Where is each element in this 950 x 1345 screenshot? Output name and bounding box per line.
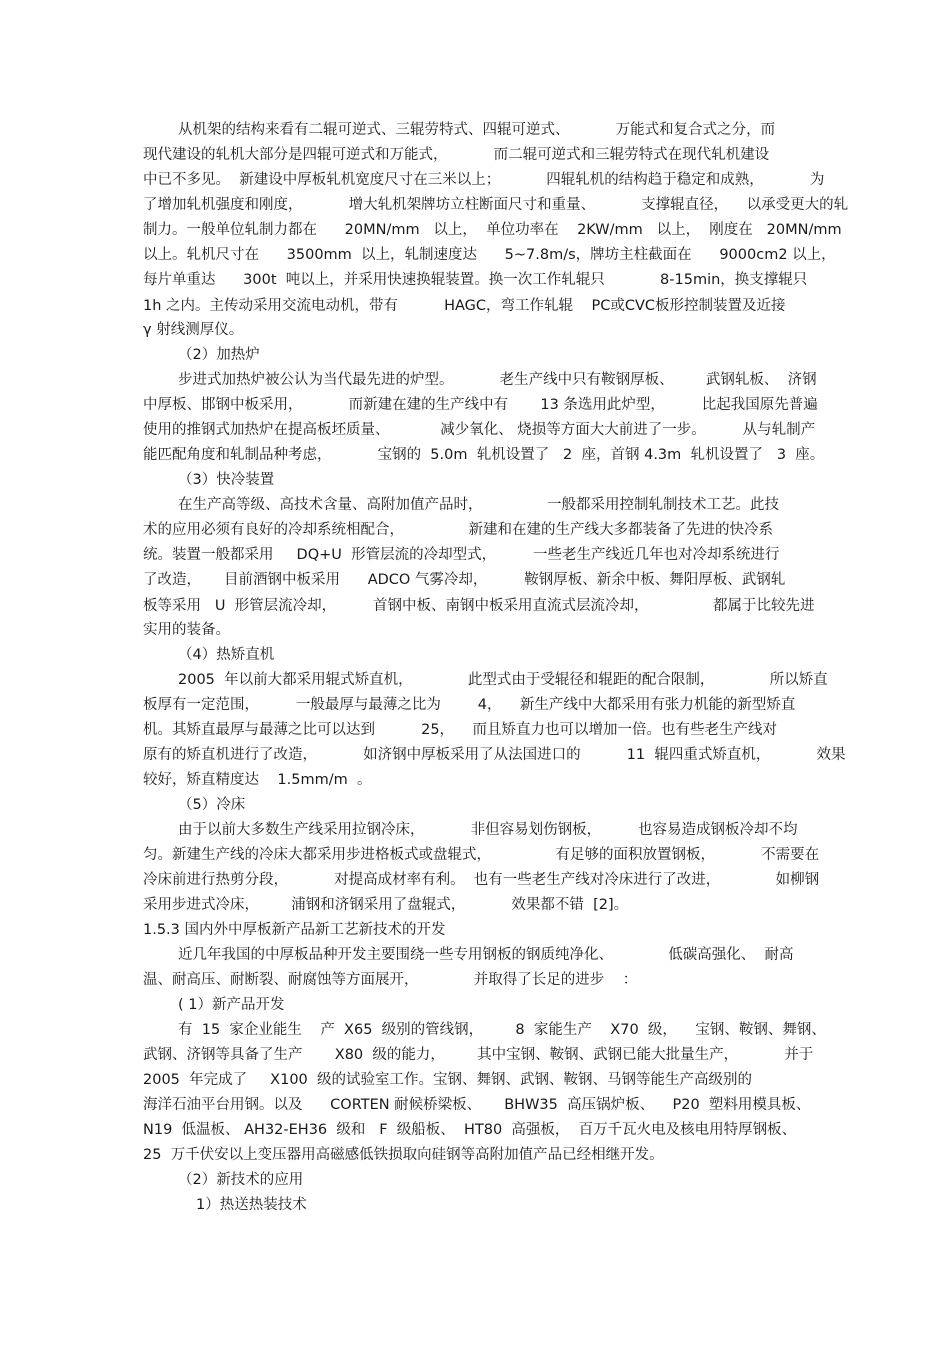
text-line: γ 射线测厚仪。 (143, 322, 244, 338)
text-line: 采用步进式冷床， 浦钢和济钢采用了盘辊式， 效果都不错 [2]。 (143, 897, 629, 913)
text-line: 以上。轧机尺寸在 3500mm 以上，轧制速度达 5~7.8m/s，牌坊主柱截面在 9000cm2 以上， (143, 247, 836, 263)
text-line: 了增加轧机强度和刚度， 增大轧机架牌坊立柱断面尺寸和重量、 支撑辊直径， 以承受更大的轧 (143, 197, 849, 213)
text-line: 中厚板、邯钢中板采用， 而新建在建的生产线中有 13 条选用此炉型， 比起我国原先普遍 (143, 397, 818, 413)
text-line: 机。其矫直最厚与最薄之比可以达到 25， 而且矫直力也可以增加一倍。也有些老生产线对 (143, 722, 777, 738)
text-line: 实用的装备。 (143, 622, 230, 638)
text-line: 中已不多见。 新建设中厚板轧机宽度尺寸在三米以上； 四辊轧机的结构趋于稳定和成熟， 为 (143, 172, 825, 188)
text-line: 2005 年以前大都采用辊式矫直机， 此型式由于受辊径和辊距的配合限制， 所以矫直 (178, 672, 828, 688)
text-line: 25 万千伏安以上变压器用高磁感低铁损取向硅钢等高附加值产品已经相继开发。 (143, 1147, 664, 1163)
text-line: 能匹配角度和轧制品种考虑， 宝钢的 5.0m 轧机设置了 2 座，首钢 4.3m 轧机设置了 3 座。 (143, 447, 825, 463)
text-line: N19 低温板、 AH32-EH36 级和 F 级船板、 HT80 高强板， 百万千瓦火电及核电用特厚钢板、 (143, 1122, 797, 1138)
text-line: 术的应用必须有良好的冷却系统相配合， 新建和在建的生产线大多都装备了先进的快冷系 (143, 522, 774, 538)
section-heading: 1）热送热装技术 (196, 1197, 307, 1213)
text-line: 板等采用 U 形管层流冷却， 首钢中板、南钢中板采用直流式层流冷却， 都属于比较先进 (143, 598, 815, 614)
text-line: 步进式加热炉被公认为当代最先进的炉型。 老生产线中只有鞍钢厚板、 武钢轧板、 济钢 (178, 372, 817, 388)
text-line: 原有的矫直机进行了改造， 如济钢中厚板采用了从法国进口的 11 辊四重式矫直机， 效果 (143, 747, 846, 763)
text-line: 使用的推钢式加热炉在提高板坯质量、 减少氧化、 烧损等方面大大前进了一步。 从与轧制产 (143, 422, 816, 438)
text-line: 近几年我国的中厚板品种开发主要围绕一些专用钢板的钢质纯净化、 低碳高强化、 耐高 (178, 947, 794, 963)
text-line: 1h 之内。主传动采用交流电动机，带有 HAGC，弯工作轧辊 PC或CVC板形控制装置及近接 (143, 298, 786, 314)
section-heading: （4）热矫直机 (178, 647, 275, 663)
text-line: 较好，矫直精度达 1.5mm/m 。 (143, 772, 372, 788)
section-heading: （2）新技术的应用 (178, 1172, 304, 1188)
text-line: 制力。一般单位轧制力都在 20MN/mm 以上， 单位功率在 2KW/mm 以上， 刚度在 20MN/mm (143, 222, 842, 238)
section-heading: （3）快冷装置 (178, 472, 275, 488)
text-line: 由于以前大多数生产线采用拉钢冷床， 非但容易划伤钢板， 也容易造成钢板冷却不均 (178, 822, 798, 838)
text-line: 每片单重达 300t 吨以上，并采用快速换辊装置。换一次工作轧辊只 8-15min，换支撑辊只 (143, 272, 808, 288)
text-line: 温、耐高压、耐断裂、耐腐蚀等方面展开， 并取得了长足的进步 ： (143, 972, 638, 988)
text-line: 匀。新建生产线的冷床大都采用步进格板式或盘辊式， 有足够的面积放置钢板， 不需要在 (143, 847, 820, 863)
text-line: 武钢、济钢等具备了生产 X80 级的能力， 其中宝钢、鞍钢、武钢已能大批量生产， 并于 (143, 1047, 814, 1063)
section-heading: （2）加热炉 (178, 347, 260, 363)
text-line: 从机架的结构来看有二辊可逆式、三辊劳特式、四辊可逆式、 万能式和复合式之分，而 (178, 122, 776, 138)
text-line: 2005 年完成了 X100 级的试验室工作。宝钢、舞钢、武钢、鞍钢、马钢等能生产高级别的 (143, 1072, 752, 1088)
text-line: 冷床前进行热剪分段， 对提高成材率有利。 也有一些老生产线对冷床进行了改进， 如柳钢 (143, 872, 820, 888)
text-line: 在生产高等级、高技术含量、高附加值产品时， 一般都采用控制轧制技术工艺。此技 (178, 497, 780, 513)
text-line: 有 15 家企业能生 产 X65 级别的管线钢， 8 家能生产 X70 级， 宝钢、鞍钢、舞钢、 (178, 1022, 826, 1038)
text-line: 了改造， 目前酒钢中板采用 ADCO 气雾冷却， 鞍钢厚板、新余中板、舞阳厚板、武钢轧 (143, 572, 786, 588)
section-heading: （5）冷床 (178, 797, 246, 813)
section-heading: ( 1）新产品开发 (178, 997, 285, 1013)
text-line: 板厚有一定范围， 一般最厚与最薄之比为 4， 新生产线中大都采用有张力机能的新型矫直 (143, 697, 796, 713)
text-line: 海洋石油平台用钢。以及 CORTEN 耐候桥梁板、 BHW35 高压锅炉板、 P20 塑料用模具板、 (143, 1097, 811, 1113)
subsection-heading: 1.5.3 国内外中厚板新产品新工艺新技术的开发 (143, 922, 446, 938)
text-line: 统。装置一般都采用 DQ+U 形管层流的冷却型式， 一些老生产线近几年也对冷却系统进行 (143, 547, 780, 563)
text-line: 现代建设的轧机大部分是四辊可逆式和万能式， 而二辊可逆式和三辊劳特式在现代轧机建设 (143, 147, 770, 163)
